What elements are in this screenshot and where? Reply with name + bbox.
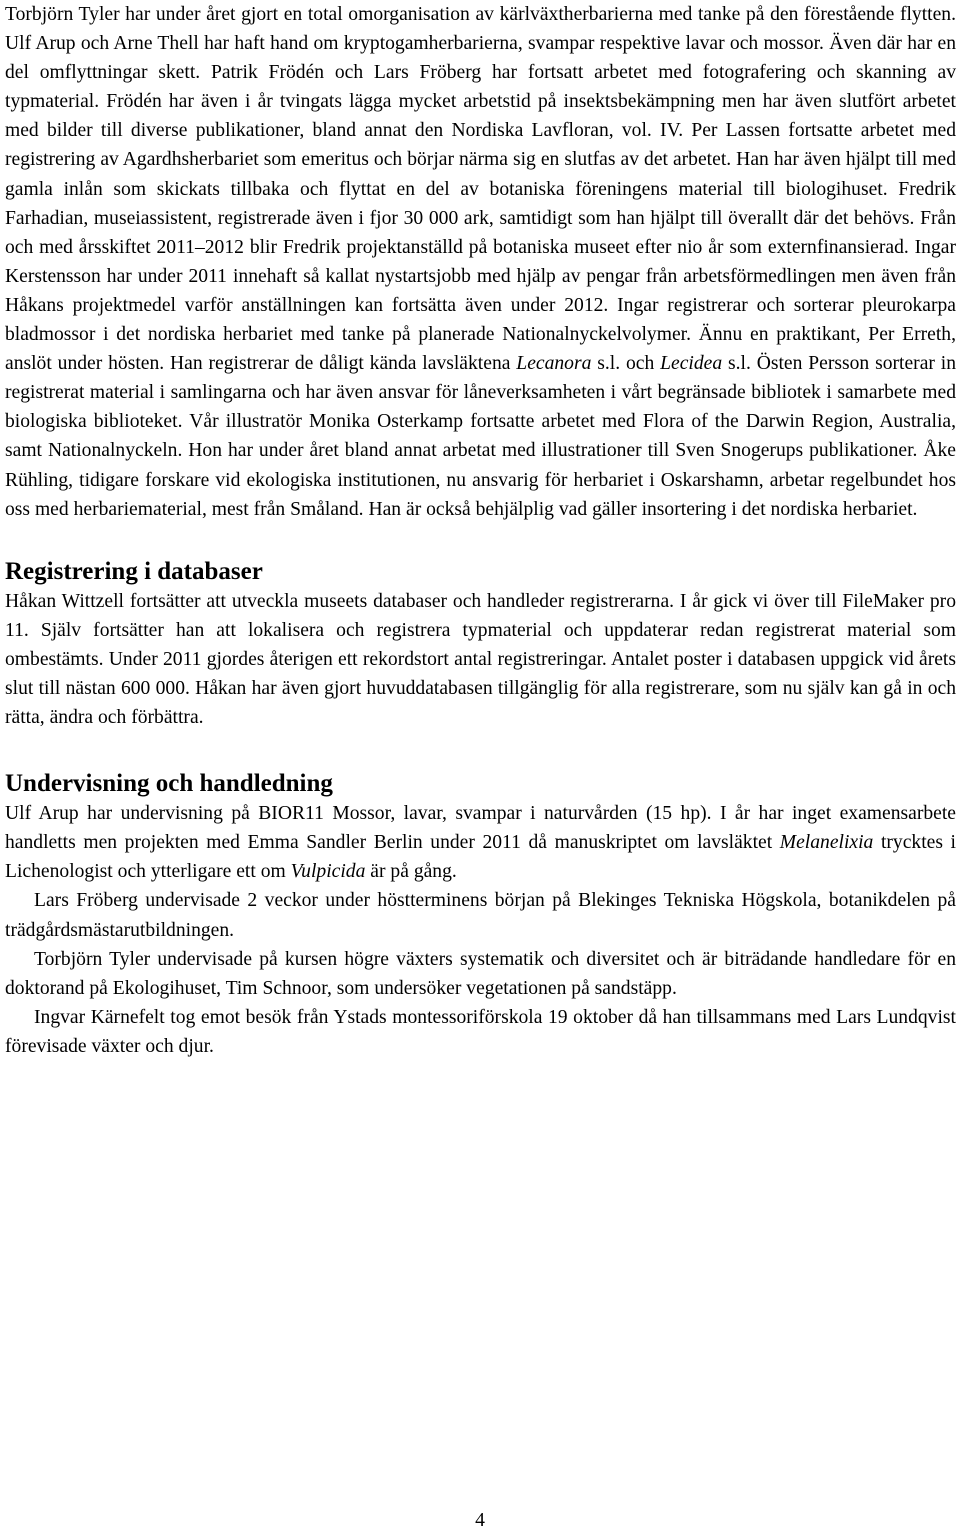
heading-registrering: Registrering i databaser	[5, 557, 263, 585]
text-run: trycktes i Lichenologist och ytterligare ett om	[5, 832, 956, 883]
italic-taxon: Lecanora	[516, 353, 592, 375]
italic-taxon: Melanelixia	[779, 832, 874, 854]
italic-taxon: Vulpicida	[290, 861, 366, 883]
paragraph-databases: Håkan Wittzell fortsätter att utveckla museets databaser och handleder registrerarna. I år gick vi över till FileMaker pro 11. Själv fortsätter han att lokalisera och registrera typmaterial och uppdaterar redan registrerat material som ombestämts. Under 2011 gjordes återigen ett rekordstort antal registreringar. Antalet poster i databasen uppgick vid årets slut till nästan 600 000. Håkan har även gjort huvuddatabasen tillgänglig för alla registrerare, som nu själv kan gå in och rätta, ändra och förbättra.	[5, 590, 956, 729]
text-run: s.l. Östen Persson sorterar in registrerat material i samlingarna och har även ansvar för låneverksamheten i vårt begränsade bibliotek i samarbete med biologiska biblioteket. Vår illustratör Monika Osterkamp fortsatte arbetet med Flora of the Darwin Region, Australia, samt Nationalnyckeln. Hon har under året bland annat arbetat med illustrationer till Sven Snogerups publikationer. Åke Rühling, tidigare forskare vid ekologiska institutionen, nu ansvarig för herbariet i Oskarshamn, arbetar regelbundet hos oss med herbariematerial, mest från Småland. Han är också behjälplig vad gäller insortering i det nordiska herbariet.	[5, 353, 956, 520]
page-number: 4	[475, 1510, 485, 1531]
paragraph-teaching-tyler: Torbjörn Tyler undervisade på kursen högre växters systematik och diversitet och är biträdande handledare för en doktorand på Ekologihuset, Tim Schnoor, som undersöker vegetationen på sandstäpp.	[5, 948, 956, 999]
paragraph-staff	[5, 0, 956, 524]
paragraph-teaching-arup	[5, 799, 956, 886]
text-run: Torbjörn Tyler har under året gjort en total omorganisation av kärlväxtherbarierna med tanke på den förestående flytten. Ulf Arup och Arne Thell har haft hand om kryptogamherbarierna, svampar respektive lavar och mossor. Även där har en del omflyttningar skett. Patrik Frödén och Lars Fröberg har fortsatt arbetet med fotografering och skanning av typmaterial. Frödén har även i år tvingats lägga mycket arbetstid på insektsbekämpning men har även slutfört arbetet med bilder till diverse publikationer, bland annat den Nordiska Lavfloran, vol. IV. Per Lassen fortsatte arbetet med registrering av Agardhsherbariet som emeritus och börjar närma sig en slutfas av det arbetet. Han har även hjälpt till med gamla inlån som skickats tillbaka och flyttat en del av botaniska föreningens material till biologihuset. Fredrik Farhadian, museiassistent, registrerade även i fjor 30 000 ark, samtidigt som han hjälpt till överallt där det behövs. Från och med årsskiftet 2011–2012 blir Fredrik projektanställd på botaniska museet efter nio år som externfinansierad. Ingar Kerstensson har under 2011 innehaft så kallat nystartsjobb med hjälp av pengar från arbetsförmedlingen men även från Håkans projektmedel varför anställningen kan fortsätta även under 2012. Ingar registrerar och sorterar pleurokarpa bladmossor i det nordiska herbariet med tanke på planerade Nationalnyckelvolymer. Ännu en praktikant, Per Erreth, anslöt under hösten. Han registrerar de dåligt kända lavsläktena	[5, 4, 956, 375]
paragraph-teaching-froberg: Lars Fröberg undervisade 2 veckor under höstterminens början på Blekinges Tekniska Högskola, botanikdelen på trädgårdsmästarutbildningen.	[5, 890, 956, 941]
document-page	[5, 0, 956, 1061]
paragraph-teaching-karnefelt: Ingvar Kärnefelt tog emot besök från Ystads montessoriförskola 19 oktober då han tillsammans med Lars Lundqvist förevisade växter och djur.	[5, 1006, 956, 1057]
text-run: Ulf Arup har undervisning på BIOR11 Mossor, lavar, svampar i naturvården (15 hp). I år har inget examensarbete handletts men projekten med Emma Sandler Berlin under 2011 då manuskriptet om lavsläktet	[5, 803, 956, 854]
text-run: är på gång.	[365, 861, 457, 883]
text-run: s.l. och	[591, 353, 661, 375]
heading-undervisning: Undervisning och handledning	[5, 770, 333, 798]
italic-taxon: Lecidea	[660, 353, 723, 375]
